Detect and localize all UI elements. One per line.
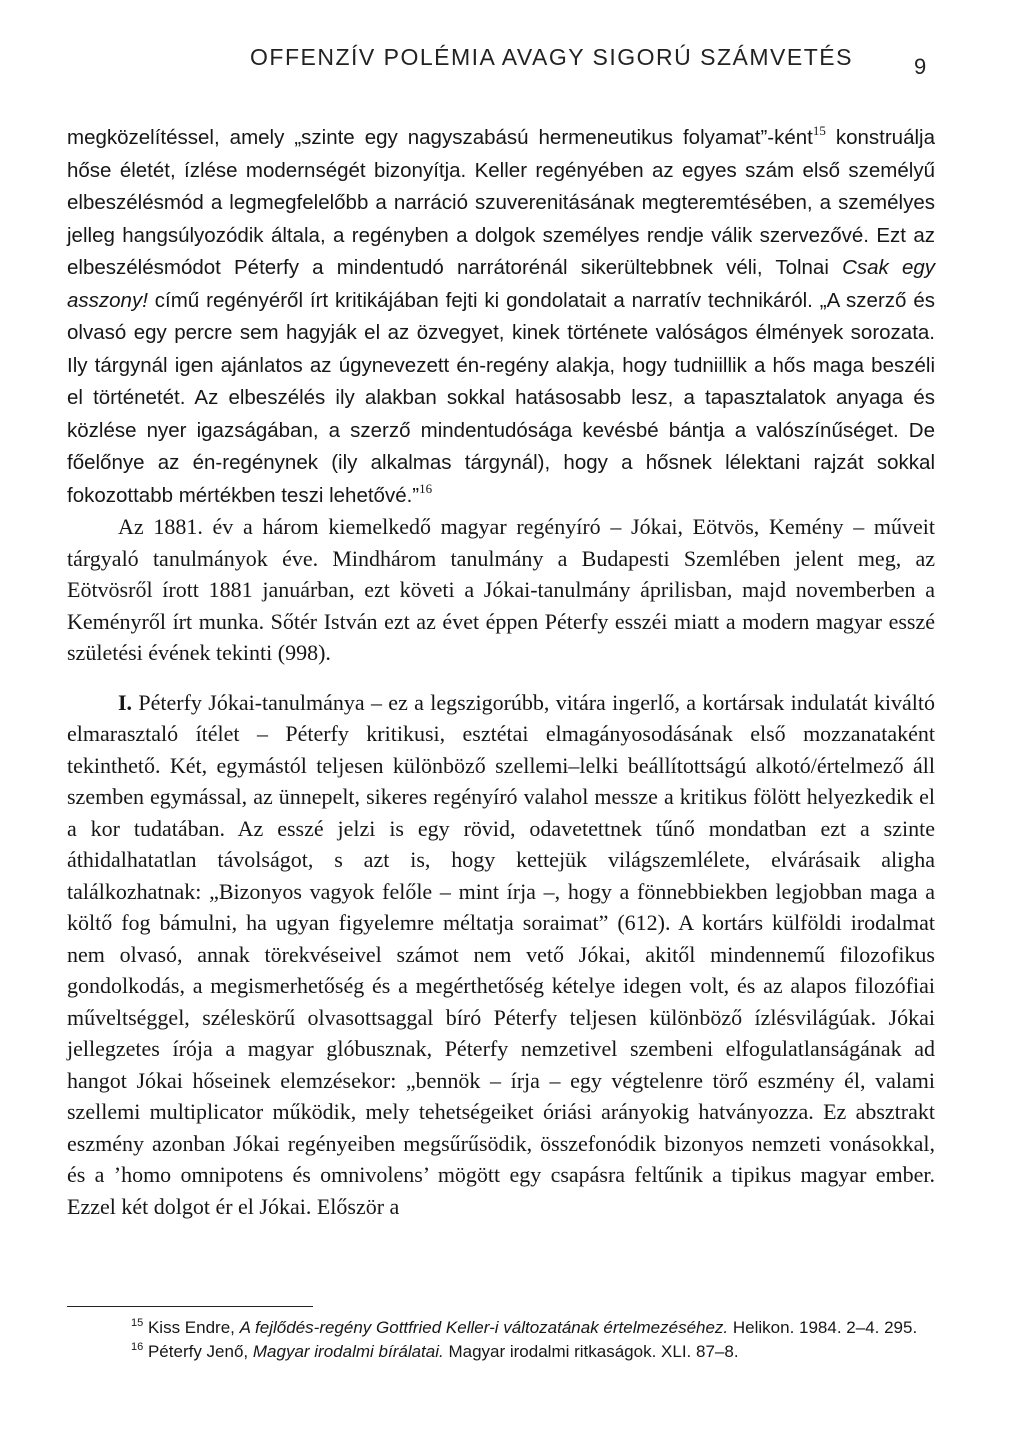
footnote-15-source: Helikon. 1984. 2–4. 295. [728, 1318, 918, 1337]
section-numeral: I. [118, 689, 133, 715]
footnote-ref-16: 16 [419, 480, 433, 496]
footnote-16 [67, 1340, 935, 1364]
footnote-ref-15: 15 [812, 123, 826, 138]
running-title: OFFENZÍV POLÉMIA AVAGY SIGORÚ SZÁMVETÉS [250, 44, 853, 70]
footnote-16-number: 16 [131, 1341, 144, 1353]
footnote-16-title: Magyar irodalmi bírálatai. [252, 1342, 444, 1361]
paragraph-2: Az 1881. év a három kiemelkedő magyar regényíró – Jókai, Eötvös, Kemény – műveit tárgyaló tanulmányok éve. Mindhárom tanulmány a Budapesti Szemlében jelent meg, az Eötvösről írott 1881 januárban, ezt követi a Jókai-tanulmány áprilisban, majd novemberben a Keményről írt munka. Sőtér István ezt az évet éppen Péterfy esszéi miatt a modern magyar esszé születési évének tekinti (998). [67, 514, 935, 665]
paragraph-1-text-c: című regényéről írt kritikájában fejti ki gondolatait a narratív technikáról. „A szerző és olvasó egy percre sem hagyják el az özvegyet, kinek története valóságos élmények sorozata. Ily tárgynál igen ajánlatos az úgynevezett én-regény alakja, hogy tudniillik a hős maga beszéli el történetét. Az elbeszélés ily alakban sokkal hatásosabb lesz, a tapasztalatok anyaga és közlése nyer igazságában, a szerző mindentudósága kevésbé bántja a valószínűséget. De főelőnye az én-regénynek (ily alkalmas tárgynál), hogy a hősnek lélektani rajzát sokkal fokozottabb mértékben teszi lehetővé.” [67, 288, 935, 507]
book-title-italic: Csak egy asszony! [67, 256, 935, 312]
footnote-15-author: Kiss Endre, [143, 1318, 240, 1337]
footnote-divider [67, 1306, 313, 1307]
page-number: 9 [914, 54, 927, 79]
footnote-16-source: Magyar irodalmi ritkaságok. XLI. 87–8. [443, 1342, 739, 1361]
footnotes [67, 1316, 935, 1364]
paragraph-1 [67, 121, 935, 511]
paragraph-3-text: Péterfy Jókai-tanulmánya – ez a legszigorúbb, vitára ingerlő, a kortársak indulatát kiváltó elmarasztaló ítélet – Péterfy kritikusi, esztétai elmagányosodásának első mozzanataként tekinthető. Két, egymástól teljesen különböző szellemi–lelki beállítottságú alkotó/értelmező áll szemben egymással, az ünnepelt, sikeres regényíró valahol messze a kritikus fölött helyezkedik el a kor tudatában. Az esszé jelzi is egy rövid, odavetettnek tűnő mondatban ezt a szinte áthidalhatatlan távolságot, s azt is, hogy kettejük világszemlélete, elvárásaik aligha találkozhatnak: „Bizonyos vagyok felőle – mint írja –, hogy a fönnebbiekben legjobban maga a költő fog bámulni, ha ugyan figyelemre méltatja soraimat” (612). A kortárs külföldi irodalmat nem olvasó, annak törekvéseivel számot nem vető Jókai, akitől mindennemű filozofikus gondolkodás, a megismerhetőség és a megérthetőség kételye idegen volt, és az alapos filozófiai műveltséggel, széleskörű olvasottsaggal bíró Péterfy teljesen különböző ízlésvilágúak. Jókai jellegzetes írója a magyar glóbusznak, Péterfy nemzetivel szembeni elfogulatlanságának ad hangot Jókai hőseinek elemzésekor: „bennök – írja – egy végtelenre törő eszmény él, valami szellemi multiplicator működik, mely tehetségeiket óriási arányokig hatványozza. Ez absztrakt eszmény azonban Jókai regényeiben megsűrűsödik, összefonódik bizonyos nemzeti vonásokkal, és a ’homo omnipotens és omnivolens’ mögött egy csapásra feltűnik a tipikus magyar ember. Ezzel két dolgot ér el Jókai. Először a [67, 689, 935, 1219]
paragraph-1-text-a: megközelítéssel, amely „szinte egy nagyszabású hermeneutikus folyamat”-ként [67, 126, 813, 149]
footnote-15 [67, 1316, 935, 1340]
paragraph-1-text-b: konstruálja hőse életét, ízlése modernségét bizonyítja. Keller regényében az egyes szám első személyű elbeszélésmód a legmegfelelőbb a narráció szuverenitásának megteremtésében, a személyes jelleg hangsúlyozódik általa, a regényben a dolgok személyes rendje válik szervezővé. Ezt az elbeszélésmódot Péterfy a mindentudó narrátorénál sikerültebbnek véli, Tolnai [67, 126, 935, 279]
footnote-16-author: Péterfy Jenő, [143, 1342, 253, 1361]
running-head [0, 44, 1024, 80]
footnote-15-number: 15 [131, 1317, 144, 1329]
paragraph-3 [67, 687, 935, 1223]
body-text [67, 121, 935, 1222]
footnote-15-title: A fejlődés-regény Gottfried Keller-i változatának értelmezéséhez. [239, 1318, 729, 1337]
